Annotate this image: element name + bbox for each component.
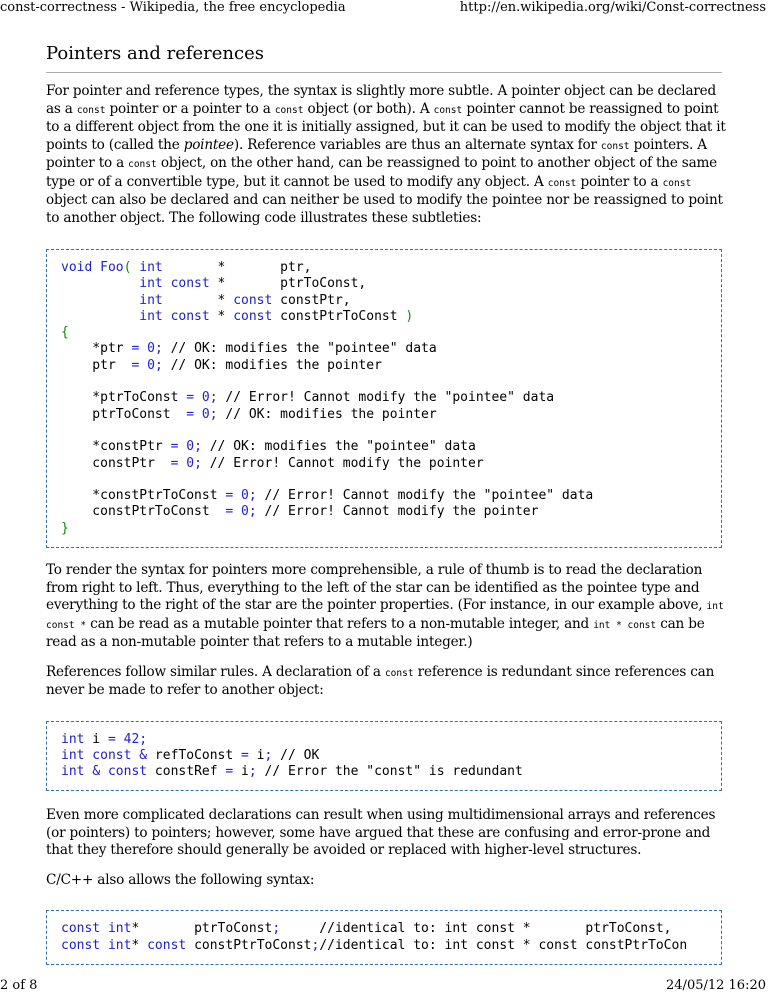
emphasis-pointee: pointee <box>183 136 234 153</box>
inline-code: const <box>128 159 157 170</box>
page-url[interactable]: http://en.wikipedia.org/wiki/Const-correctness <box>459 0 766 15</box>
page-counter: 2 of 8 <box>0 978 38 993</box>
inline-code: const <box>433 104 463 116</box>
code-block-foo: void Foo( int * ptr, int const * ptrToConst, int * const constPtr, int const * const constPtrToConst ) { *ptr = 0; // OK: modifies the "pointee" data ptr = 0; // OK: modifies the pointer *ptrToConst = 0; // Error! Cannot modify the "pointee" data ptrToConst = 0; // OK: modifies the pointer *constPtr = 0; // OK: modifies the "pointee" data constPtr = 0; // Error! Cannot modify the pointer *constPtrToConst = 0; // Error! Cannot modify the "pointee" data constPtrToConst = 0; // Error! Cannot modify the pointer } <box>46 249 722 548</box>
paragraph-references: References follow similar rules. A declaration of a const reference is redundant since references can never be made to refer to another object: <box>46 663 715 699</box>
inline-code: const <box>274 104 304 116</box>
print-datetime: 24/05/12 16:20 <box>666 978 766 993</box>
paragraph-alt-syntax: C/C++ also allows the following syntax: <box>46 871 315 888</box>
browser-page-title: const-correctness - Wikipedia, the free encyclopedia <box>0 0 346 15</box>
paragraph-complicated-declarations: Even more complicated declarations can result when using multidimensional arrays and references (or pointers) to pointers; however, some have argued that these are confusing and error-prone and that they therefore should generally be avoided or replaced with higher-level structures. <box>46 807 716 859</box>
inline-code: const <box>662 177 692 189</box>
paragraph-rule-of-thumb: To render the syntax for pointers more comprehensible, a rule of thumb is to read the declaration from right to left. Thus, everything to the left of the star can be identified as the pointee type and everything to the right of the star are the pointer properties. (For instance, in our example above, int const * can be read as a mutable pointer that refers to a non-mutable integer, and int * const can be read as a non-mutable pointer that refers to a mutable integer.) <box>46 562 724 651</box>
inline-code: int const * <box>46 601 724 631</box>
paragraph-pointers-intro: For pointer and reference types, the syntax is slightly more subtle. A pointer object can be declared as a const pointer or a pointer to a const object (or both). A const pointer cannot be reassigned to point to a different object from the one it is initially assigned, but it can be used to modify the object that it points to (called the pointee). Reference variables are thus an alternate syntax for const pointers. A pointer to a const object, on the other hand, can be reassigned to point to another object of the same type or of a convertible type, but it cannot be used to modify any object. A const pointer to a const object can also be declared and can neither be used to modify the pointee nor be reassigned to point to another object. The following code illustrates these subtleties: <box>46 83 726 226</box>
inline-code: const <box>600 140 630 152</box>
heading-divider <box>46 72 722 73</box>
article-content <box>46 40 726 965</box>
code-block-alt-syntax: const int* ptrToConst; //identical to: int const * ptrToConst, const int* const constPtrToConst;//identical to: int const * const constPtrToCon <box>46 910 722 965</box>
inline-code: int * const <box>593 619 657 631</box>
section-heading: Pointers and references <box>46 43 264 64</box>
inline-code: const <box>76 104 106 116</box>
inline-code: const <box>384 667 414 679</box>
inline-code: const <box>547 177 577 189</box>
code-block-references: int i = 42; int const & refToConst = i; // OK int & const constRef = i; // Error the "const" is redundant <box>46 721 722 792</box>
